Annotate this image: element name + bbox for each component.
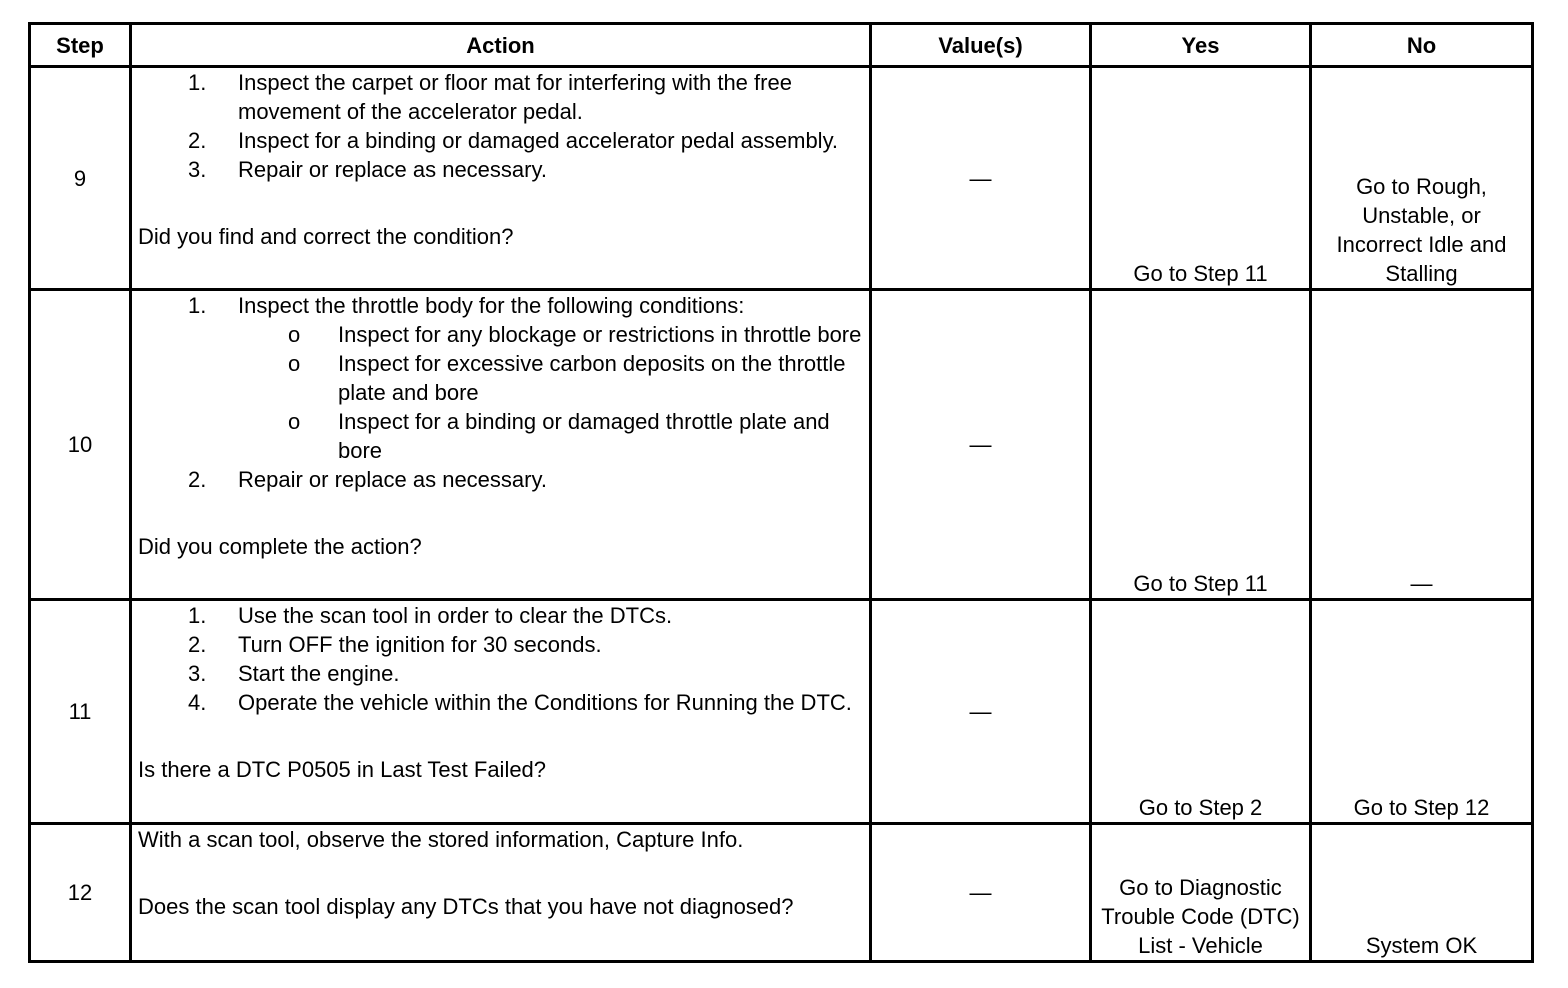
action-list <box>138 68 863 184</box>
item-number: 1. <box>188 293 207 318</box>
header-no: No <box>1311 24 1533 67</box>
sub-item <box>138 407 863 465</box>
step-number: 9 <box>30 67 131 290</box>
header-action: Action <box>131 24 871 67</box>
no-cell: — <box>1311 290 1533 600</box>
yes-cell: Go to Step 2 <box>1091 600 1311 824</box>
action-item <box>138 291 863 320</box>
yes-cell: Go to Step 11 <box>1091 67 1311 290</box>
item-number: 3. <box>188 661 207 686</box>
item-number: 1. <box>188 70 207 95</box>
diagnostic-table <box>28 22 1534 963</box>
action-item <box>138 630 863 659</box>
header-row <box>30 24 1533 67</box>
item-text: Turn OFF the ignition for 30 seconds. <box>238 632 602 657</box>
bullet-icon: o <box>288 409 301 434</box>
item-number: 2. <box>188 128 207 153</box>
action-item <box>138 155 863 184</box>
step-number: 11 <box>30 600 131 824</box>
value-cell: — <box>871 600 1091 824</box>
action-question: Does the scan tool display any DTCs that you have not diagnosed? <box>138 894 794 919</box>
item-text: Inspect the carpet or floor mat for interfering with the free movement of the accelerator pedal. <box>238 70 792 124</box>
item-number: 2. <box>188 467 207 492</box>
sub-item <box>138 349 863 407</box>
value-cell: — <box>871 824 1091 962</box>
action-cell <box>131 600 871 824</box>
action-list <box>138 601 863 717</box>
action-item <box>138 68 863 126</box>
item-text: Operate the vehicle within the Conditions for Running the DTC. <box>238 690 852 715</box>
item-number: 4. <box>188 690 207 715</box>
table-row-step-10 <box>30 290 1533 600</box>
sub-item-text: Inspect for a binding or damaged throttle plate and bore <box>338 409 830 463</box>
item-text: Inspect for a binding or damaged accelerator pedal assembly. <box>238 128 839 153</box>
action-item <box>138 688 863 717</box>
item-text: Start the engine. <box>238 661 400 686</box>
sub-item-text: Inspect for excessive carbon deposits on the throttle plate and bore <box>338 351 846 405</box>
step-number: 12 <box>30 824 131 962</box>
item-number: 3. <box>188 157 207 182</box>
action-cell <box>131 290 871 600</box>
action-list <box>138 291 863 494</box>
table-row-step-9 <box>30 67 1533 290</box>
action-cell <box>131 67 871 290</box>
yes-cell: Go to Diagnostic Trouble Code (DTC) List - Vehicle <box>1091 824 1311 962</box>
action-item <box>138 659 863 688</box>
sub-item-text: Inspect for any blockage or restrictions in throttle bore <box>338 322 862 347</box>
action-question: Did you find and correct the condition? <box>138 224 514 249</box>
action-question: Did you complete the action? <box>138 534 422 559</box>
action-question: Is there a DTC P0505 in Last Test Failed? <box>138 757 547 782</box>
header-values: Value(s) <box>871 24 1091 67</box>
header-step: Step <box>30 24 131 67</box>
table-row-step-11 <box>30 600 1533 824</box>
item-number: 2. <box>188 632 207 657</box>
value-cell: — <box>871 290 1091 600</box>
action-statement: With a scan tool, observe the stored information, Capture Info. <box>138 827 744 852</box>
table-row-step-12 <box>30 824 1533 962</box>
value-cell: — <box>871 67 1091 290</box>
step-number: 10 <box>30 290 131 600</box>
item-text: Repair or replace as necessary. <box>238 157 547 182</box>
item-text: Repair or replace as necessary. <box>238 467 547 492</box>
action-cell <box>131 824 871 962</box>
action-item <box>138 126 863 155</box>
action-item <box>138 601 863 630</box>
no-cell: System OK <box>1311 824 1533 962</box>
header-yes: Yes <box>1091 24 1311 67</box>
bullet-icon: o <box>288 351 301 376</box>
no-cell: Go to Rough, Unstable, or Incorrect Idle and Stalling <box>1311 67 1533 290</box>
bullet-icon: o <box>288 322 301 347</box>
item-number: 1. <box>188 603 207 628</box>
item-text: Inspect the throttle body for the following conditions: <box>238 293 745 318</box>
action-item <box>138 465 863 494</box>
item-text: Use the scan tool in order to clear the DTCs. <box>238 603 673 628</box>
sub-item <box>138 320 863 349</box>
no-cell: Go to Step 12 <box>1311 600 1533 824</box>
yes-cell: Go to Step 11 <box>1091 290 1311 600</box>
